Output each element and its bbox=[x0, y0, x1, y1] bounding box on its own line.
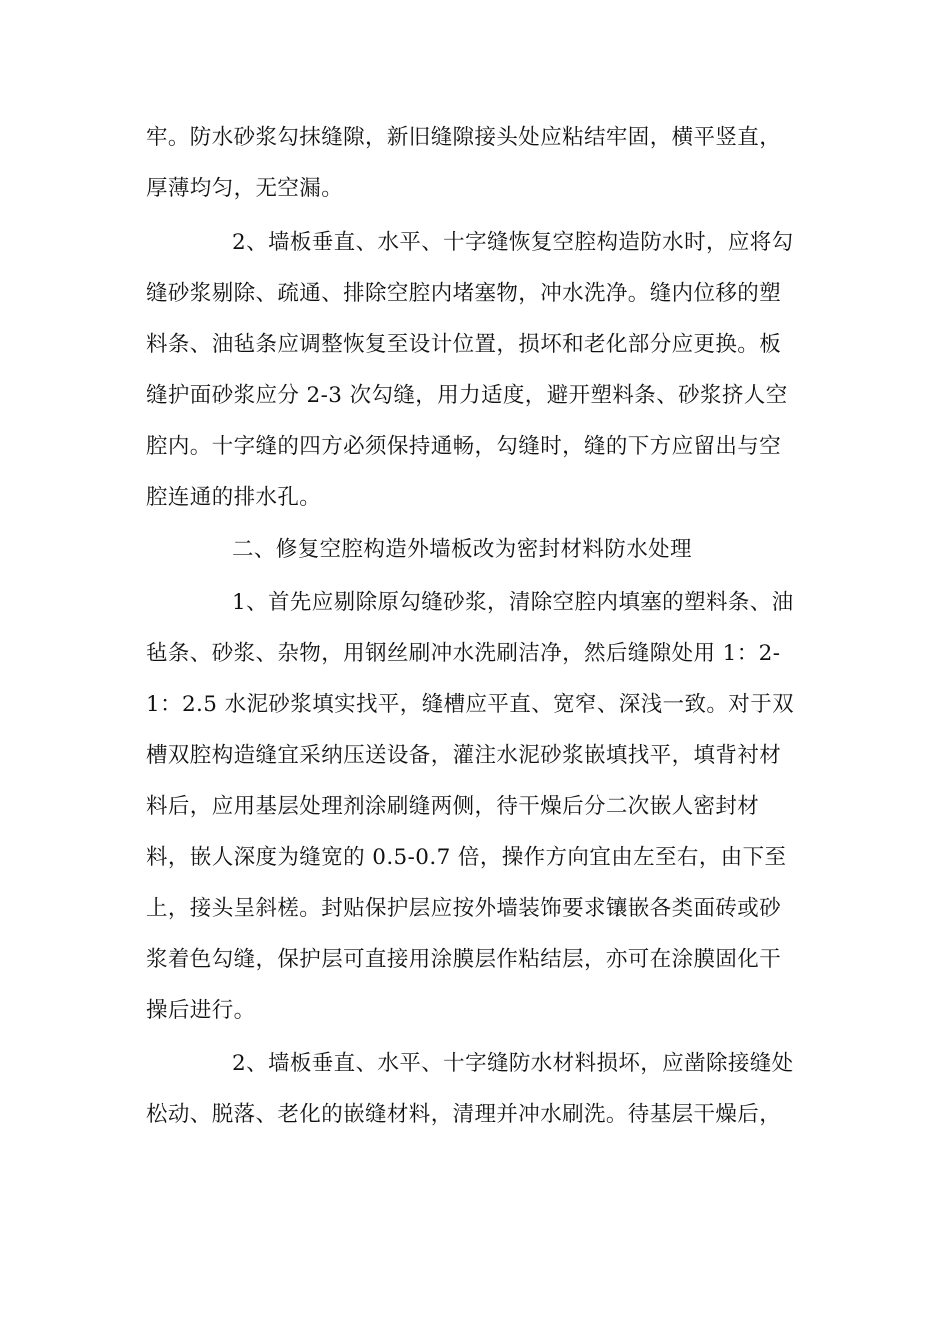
text-line-14: 料后，应用基层处理剂涂刷缝两侧，待干燥后分二次嵌人密封材 bbox=[146, 794, 760, 819]
text-line-2: 厚薄均匀，无空漏。 bbox=[146, 176, 344, 201]
text-line-19: 2、墙板垂直、水平、十字缝防水材料损坏，应凿除接缝处 bbox=[232, 1051, 794, 1076]
text-line-3: 2、墙板垂直、水平、十字缝恢复空腔构造防水时，应将勾 bbox=[232, 230, 794, 255]
text-line-16: 上，接头呈斜槎。封贴保护层应按外墙装饰要求镶嵌各类面砖或砂 bbox=[146, 896, 782, 921]
text-line-8: 腔连通的排水孔。 bbox=[146, 485, 322, 510]
text-line-17: 浆着色勾缝，保护层可直接用涂膜层作粘结层，亦可在涂膜固化干 bbox=[146, 947, 782, 972]
text-line-18: 操后进行。 bbox=[146, 998, 256, 1023]
text-line-12: 1：2.5 水泥砂浆填实找平，缝槽应平直、宽窄、深浅一致。对于双 bbox=[146, 692, 795, 717]
text-line-4: 缝砂浆剔除、疏通、排除空腔内堵塞物，冲水洗净。缝内位移的塑 bbox=[146, 281, 782, 306]
text-line-5: 料条、油毡条应调整恢复至设计位置，损坏和老化部分应更换。板 bbox=[146, 332, 782, 357]
text-line-15: 料，嵌人深度为缝宽的 0.5-0.7 倍，操作方向宜由左至右，由下至 bbox=[146, 845, 787, 870]
text-line-10: 1、首先应剔除原勾缝砂浆，清除空腔内填塞的塑料条、油 bbox=[232, 590, 794, 615]
text-line-7: 腔内。十字缝的四方必须保持通畅，勾缝时，缝的下方应留出与空 bbox=[146, 434, 782, 459]
text-line-20: 松动、脱落、老化的嵌缝材料，清理并冲水刷洗。待基层干燥后， bbox=[146, 1102, 782, 1127]
text-line-11: 毡条、砂浆、杂物，用钢丝刷冲水洗刷洁净，然后缝隙处用 1：2- bbox=[146, 641, 781, 666]
section-heading: 二、修复空腔构造外墙板改为密封材料防水处理 bbox=[232, 537, 692, 562]
text-line-6: 缝护面砂浆应分 2-3 次勾缝，用力适度，避开塑料条、砂浆挤人空 bbox=[146, 383, 788, 408]
text-line-1: 牢。防水砂浆勾抹缝隙，新旧缝隙接头处应粘结牢固，横平竖直， bbox=[146, 125, 782, 150]
text-line-13: 槽双腔构造缝宜采纳压送设备，灌注水泥砂浆嵌填找平，填背衬材 bbox=[146, 743, 782, 768]
